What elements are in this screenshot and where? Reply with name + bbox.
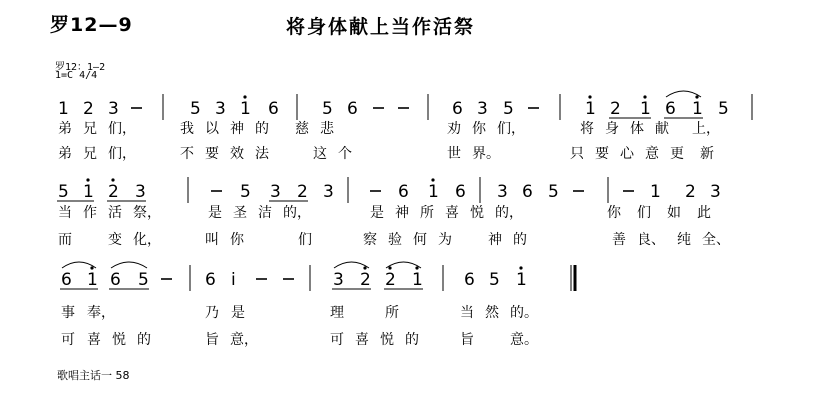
note: 6 [522,182,533,202]
octave-dot [431,178,434,181]
octave-dot [415,266,418,269]
lyric-syllable: 的。 [510,305,538,321]
lyric-syllable: 全、 [702,232,730,248]
note: 5 [489,270,500,290]
note: 6 [452,99,463,119]
lyric-syllable: 喜 [87,332,101,348]
lyric-syllable: 这 [313,146,327,162]
lyric-syllable: 的 [513,232,527,248]
lyric-syllable: 察 [363,232,377,248]
note: 1 [585,99,596,119]
note: 2 [360,270,371,290]
note: 6 [268,99,279,119]
lyric-syllable: 不 [180,146,194,162]
note: 5 [548,182,559,202]
song-number: 罗12—9 [50,14,133,36]
lyric-syllable: 个 [338,146,352,162]
lyric-syllable: 你 [230,232,244,248]
octave-dot [695,95,698,98]
lyric-syllable: 悦 [470,205,484,221]
lyric-syllable: 兄 [83,146,97,162]
note: 3 [323,182,334,202]
lyric-syllable: 理 [330,305,344,321]
lyric-syllable: 乃 [205,305,219,321]
note: 1 [240,99,251,119]
lyric-syllable: 界。 [472,146,500,162]
lyric-syllable: 圣 [233,205,247,221]
note: 5 [240,182,251,202]
lyric-syllable: 要 [595,146,609,162]
lyric-syllable: 事 [61,305,75,321]
lyric-syllable: 的， [283,205,311,221]
note: 1 [412,270,423,290]
lyric-syllable: 何 [413,232,427,248]
lyric-syllable: 们， [497,121,525,137]
lyric-syllable: 化， [133,232,161,248]
lyric-syllable: 祭， [133,205,161,221]
lyric-syllable: 兄 [83,121,97,137]
note: 3 [108,99,119,119]
lyric-syllable: 可 [330,332,344,348]
lyric-syllable: 意。 [510,332,538,348]
lyric-syllable: 而 [58,232,72,248]
lyric-syllable: 是 [370,205,384,221]
note: 6 [110,270,121,290]
lyric-syllable: 弟 [58,121,72,137]
note: 1 [650,182,661,202]
lyric-syllable: 喜 [355,332,369,348]
lyric-syllable: 的 [137,332,151,348]
slur [111,262,147,268]
note: 1 [58,99,69,119]
lyric-syllable: 们， [108,146,136,162]
note: 1 [516,270,527,290]
lyric-syllable: 劝 [447,121,461,137]
lyric-syllable: 奉， [87,305,115,321]
lyric-syllable: 悦 [112,332,126,348]
octave-dot [111,178,114,181]
lyric-syllable: 是 [208,205,222,221]
lyric-syllable: 的 [255,121,269,137]
octave-dot [86,178,89,181]
note: 5 [190,99,201,119]
note: 2 [108,182,119,202]
lyric-syllable: 我 [180,121,194,137]
lyric-syllable: 洁 [258,205,272,221]
note: 1 [640,99,651,119]
lyric-syllable: 如 [667,205,681,221]
note: 2 [83,99,94,119]
lyric-syllable: 神 [395,205,409,221]
note: 6 [347,99,358,119]
octave-dot [643,95,646,98]
lyric-syllable: 变 [108,232,122,248]
lyric-syllable: 当 [460,305,474,321]
hymnal-reference: 歌唱主话一 58 [57,369,130,382]
lyric-syllable: 所 [420,205,434,221]
note: 1 [87,270,98,290]
lyric-syllable: 旨 [205,332,219,348]
lyric-syllable: 们 [298,232,312,248]
note: 2 [610,99,621,119]
lyric-syllable: 新 [700,146,714,162]
key-signature: 1=C 4/4 [55,70,98,81]
scripture-reference: 罗12：1—2 [55,62,106,73]
lyric-syllable: 神 [230,121,244,137]
lyric-syllable: 将 [580,121,594,137]
lyric-syllable: 心 [620,146,634,162]
lyric-syllable: 以 [205,121,219,137]
lyric-syllable: 验 [388,232,402,248]
lyric-syllable: 只 [570,146,584,162]
octave-dot [519,266,522,269]
lyric-syllable: 悦 [380,332,394,348]
lyric-syllable: 是 [231,305,245,321]
lyric-syllable: 更 [670,146,684,162]
lyric-syllable: 们 [637,205,651,221]
lyric-syllable: 悲 [320,121,334,137]
lyric-syllable: 所 [385,305,399,321]
song-title: 将身体献上当作活祭 [286,16,476,38]
lyric-syllable: 慈 [295,121,309,137]
lyric-syllable: 的 [405,332,419,348]
lyric-syllable: 效 [230,146,244,162]
note: 3 [215,99,226,119]
note: 3 [477,99,488,119]
note: 2 [685,182,696,202]
lyric-syllable: 当 [58,205,72,221]
note: 2 [297,182,308,202]
octave-dot [363,266,366,269]
lyric-syllable: 然 [485,305,499,321]
note: 6 [455,182,466,202]
lyric-syllable: 良、 [637,232,665,248]
note: 6 [61,270,72,290]
lyric-syllable: 为 [438,232,452,248]
lyric-syllable: 此 [697,205,711,221]
lyric-syllable: 活 [108,205,122,221]
note: 5 [58,182,69,202]
lyric-syllable: 神 [488,232,502,248]
octave-dot [90,266,93,269]
lyric-syllable: 上， [692,121,720,137]
lyric-syllable: 的， [495,205,523,221]
lyric-syllable: 叫 [205,232,219,248]
lyric-syllable: 弟 [58,146,72,162]
note: 1 [692,99,703,119]
lyric-syllable: 意 [645,146,659,162]
note: 6 [205,270,216,290]
octave-dot [243,95,246,98]
lyric-syllable: 体 [630,121,644,137]
note: 5 [138,270,149,290]
note: 1 [428,182,439,202]
note: 6 [464,270,475,290]
note: 6 [398,182,409,202]
note: 3 [333,270,344,290]
note: 3 [135,182,146,202]
lyric-syllable: 作 [83,205,97,221]
octave-dot [388,266,391,269]
note: 3 [710,182,721,202]
note: 5 [322,99,333,119]
lyric-syllable: 要 [205,146,219,162]
note: 5 [718,99,729,119]
note: i [231,270,236,290]
lyric-syllable: 世 [447,146,461,162]
lyric-syllable: 旨 [460,332,474,348]
note: 3 [270,182,281,202]
lyric-syllable: 身 [605,121,619,137]
note: 1 [83,182,94,202]
lyric-syllable: 你 [607,205,621,221]
lyric-syllable: 喜 [445,205,459,221]
lyric-syllable: 可 [61,332,75,348]
lyric-syllable: 意， [230,332,258,348]
lyric-syllable: 善 [612,232,626,248]
octave-dot [588,95,591,98]
note: 6 [665,99,676,119]
lyric-syllable: 法 [255,146,269,162]
lyric-syllable: 纯 [677,232,691,248]
note: 5 [503,99,514,119]
lyric-syllable: 们， [108,121,136,137]
lyric-syllable: 献 [655,121,669,137]
lyric-syllable: 你 [472,121,486,137]
note: 2 [385,270,396,290]
note: 3 [497,182,508,202]
